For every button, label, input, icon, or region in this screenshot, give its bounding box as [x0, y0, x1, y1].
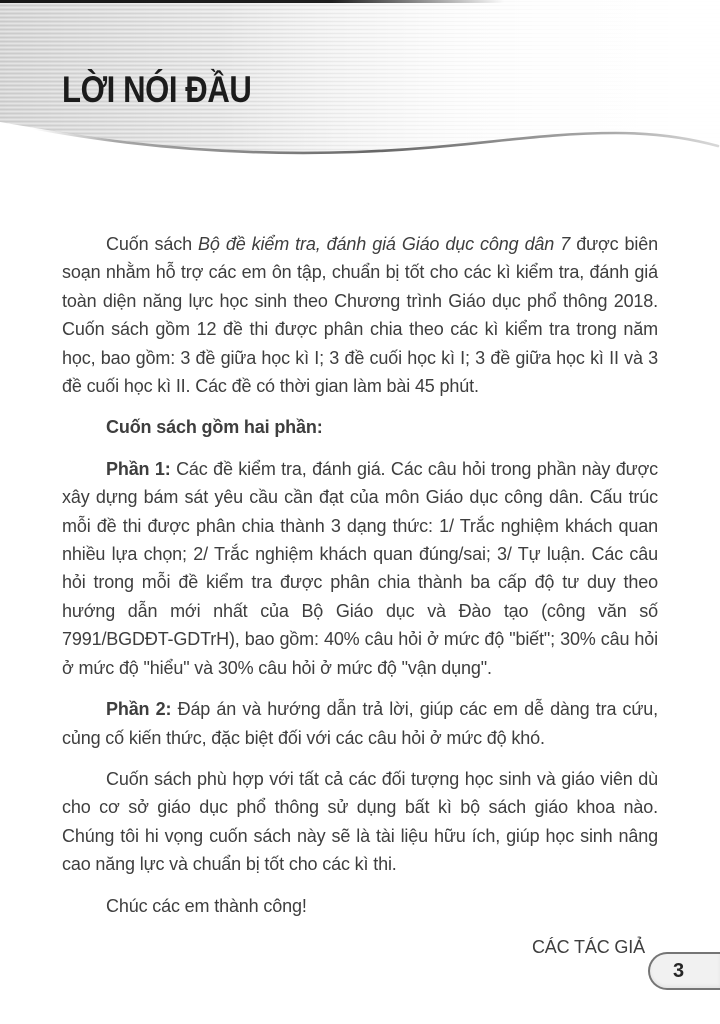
paragraph-part2 — [62, 695, 658, 752]
section-heading: Cuốn sách gồm hai phần: — [106, 417, 323, 438]
paragraph-intro-post: được biên soạn nhằm hỗ trợ các em ôn tập, chuẩn bị tốt cho các kì kiểm tra, đánh giá toàn diện năng lực học sinh theo Chương trình Giáo dục phổ thông 2018. Cuốn sách gồm 12 đề thi được phân chia theo các kì kiểm tra trong năm học, bao gồm: 3 đề giữa học kì I; 3 đề cuối học kì I; 3 đề giữa học kì II và 3 đề cuối học kì II. Các đề có thời gian làm bài 45 phút. — [62, 234, 658, 397]
page-number-tab — [648, 952, 720, 990]
closing-wish: Chúc các em thành công! — [106, 895, 307, 916]
part2-text: Đáp án và hướng dẫn trả lời, giúp các em dễ dàng tra cứu, củng cố kiến thức, đặc biệt đối với các câu hỏi ở mức độ khó. — [62, 699, 658, 748]
preface-text — [62, 230, 658, 974]
part2-label: Phần 2: — [106, 699, 172, 720]
paragraph-intro-pre: Cuốn sách — [106, 234, 199, 254]
paragraph-part1 — [62, 455, 658, 682]
paragraph-audience: Cuốn sách phù hợp với tất cả các đối tượng học sinh và giáo viên dù cho cơ sở giáo dục phổ thông sử dụng bất kì bộ sách giáo khoa nào. Chúng tôi hi vọng cuốn sách này sẽ là tài liệu hữu ích, giúp học sinh nâng cao năng lực và chuẩn bị tốt cho các kì thi. — [62, 768, 658, 875]
chapter-header — [0, 0, 720, 178]
paragraph-intro — [62, 230, 658, 400]
page-number: 3 — [673, 959, 685, 982]
page-title: LỜI NÓI ĐẦU — [62, 69, 252, 110]
header-top-rule — [0, 0, 720, 3]
book-title-italic: Bộ đề kiểm tra, đánh giá Giáo dục công dân 7 — [198, 234, 571, 254]
part1-label: Phần 1: — [106, 458, 171, 479]
part1-text: Các đề kiểm tra, đánh giá. Các câu hỏi trong phần này được xây dựng bám sát yêu cầu cần đạt của môn Giáo dục công dân. Cấu trúc mỗi đề thi được phân chia thành 3 dạng thức: 1/ Trắc nghiệm khách quan nhiều lựa chọn; 2/ Trắc nghiệm khách quan đúng/sai; 3/ Tự luận. Các câu hỏi trong mỗi đề kiểm tra được phân chia thành ba cấp độ tư duy theo hướng dẫn mới nhất của Bộ Giáo dục và Đào tạo (công văn số 7991/BGDĐT-GDTrH), bao gồm: 40% câu hỏi ở mức độ "biết"; 30% câu hỏi ở mức độ "hiểu" và 30% câu hỏi ở mức độ "vận dụng". — [62, 458, 658, 678]
authors-signature: CÁC TÁC GIẢ — [531, 936, 645, 957]
